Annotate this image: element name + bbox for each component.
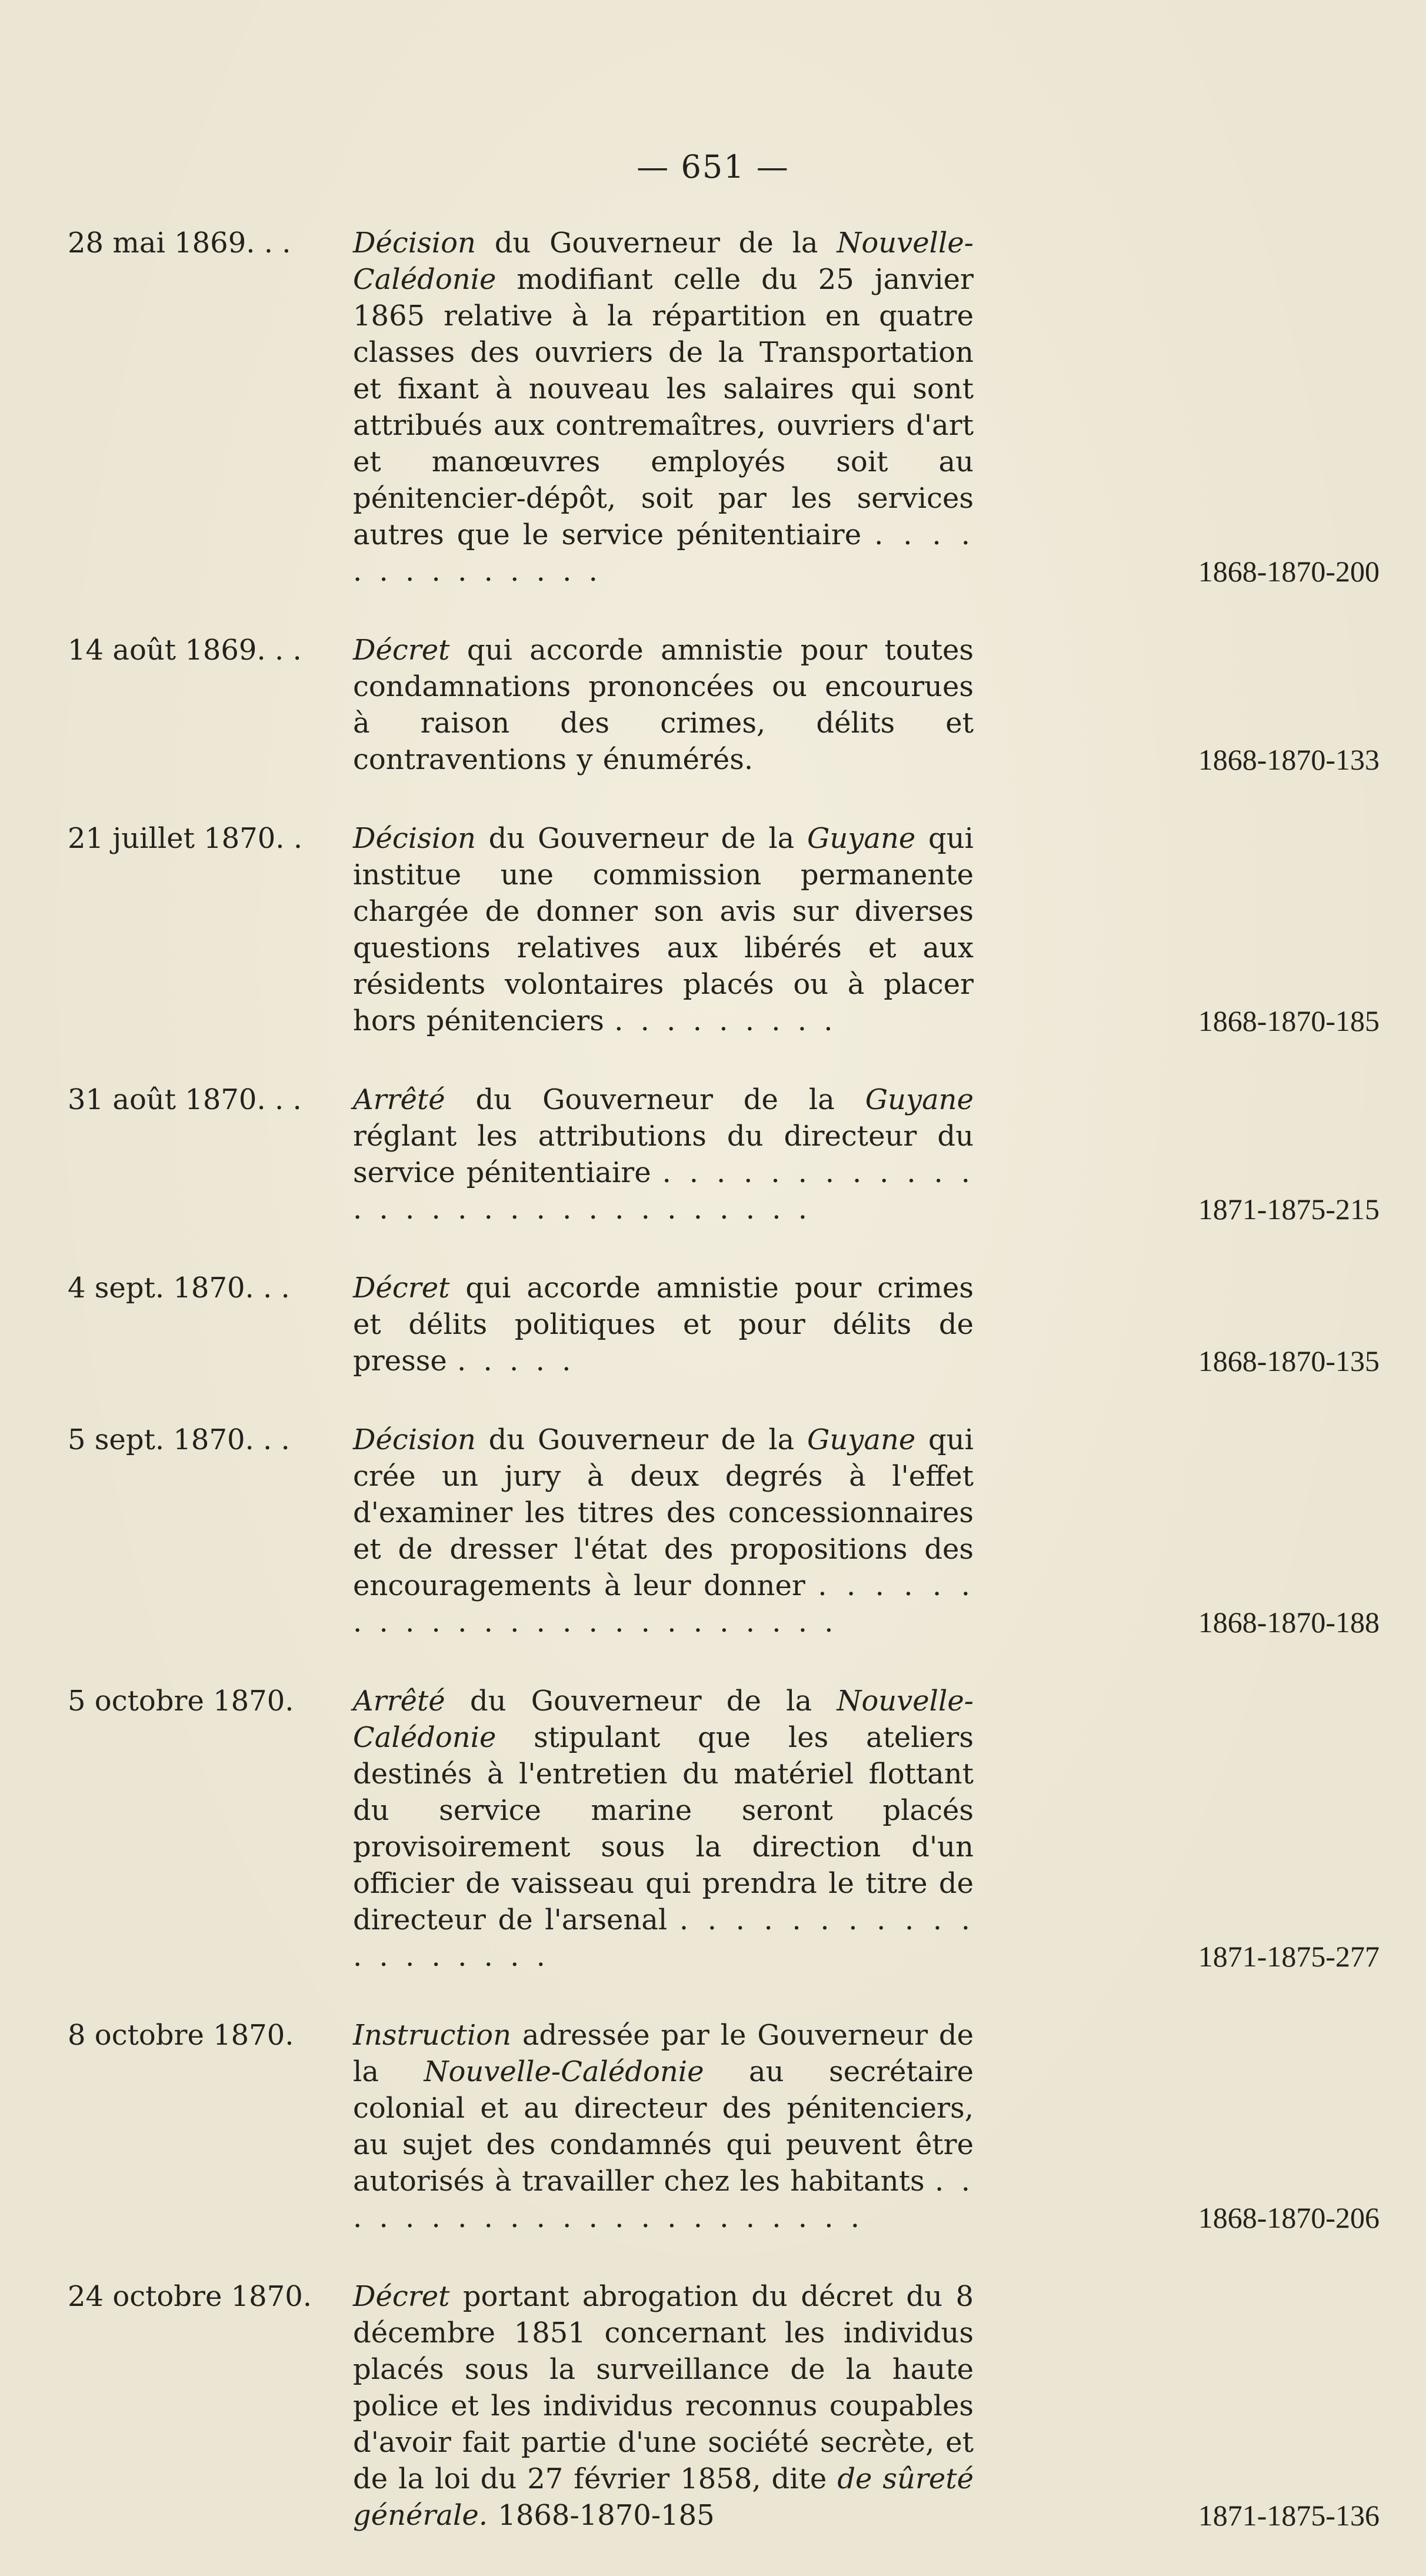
- entry-text-part: qui institue une commission permanente chargée de donner son avis sur diverses questions relatives aux libérés et aux résidents volontaires placés ou à placer hors pénitenciers: [353, 822, 974, 1037]
- leader-dots: . . . . . . . . . . . . . .: [353, 518, 974, 588]
- entry-reference: 1871-1875-215: [1198, 1193, 1380, 1226]
- leader-dots: . . . . . . . . . . . . . . . . . . . . . . . . . . . . . .: [353, 1156, 974, 1226]
- entry-text: [353, 1081, 974, 1227]
- entry-text-part: qui accorde amnistie pour crimes et délits politiques et pour délits de presse: [353, 1272, 974, 1377]
- entry-date: 5 octobre 1870.: [68, 1685, 294, 1718]
- entry-place: Nouvelle-Calédonie: [424, 2055, 704, 2088]
- entry-text: [353, 1422, 974, 1640]
- entry-text: [353, 1270, 974, 1379]
- entry-text: [353, 225, 974, 590]
- entry-place: Nouvelle-Calédonie: [353, 1685, 974, 1754]
- entry-date: 5 sept. 1870. . .: [68, 1423, 290, 1456]
- list-item: [68, 2278, 1380, 2534]
- entry-text-part: du Gouverneur de la: [475, 822, 807, 855]
- entry-reference: 1868-1870-185: [1198, 1004, 1380, 1037]
- entry-text: [353, 632, 974, 778]
- entry-text-part: du Gouverneur de la: [445, 1685, 837, 1718]
- entry-reference: 1868-1870-188: [1198, 1606, 1380, 1639]
- entry-date: 28 mai 1869. . .: [68, 227, 291, 259]
- leader-dots: . . . . . . . . . . . . . . . . . . .: [353, 1903, 974, 1973]
- entry-text-part: adressée par le Gouverneur de la: [353, 2019, 974, 2088]
- entry-place: Guyane: [807, 822, 916, 855]
- entry-text-part: au secrétaire colonial et au directeur des pénitenciers, au sujet des condamnés qui peuvent être autorisés à travailler chez les habitants: [353, 2055, 974, 2198]
- list-item: [68, 1683, 1380, 1975]
- entry-place: Nouvelle-Calédonie: [353, 227, 974, 296]
- list-item: [68, 632, 1380, 778]
- entry-text: [353, 2278, 974, 2534]
- entry-text: [353, 1683, 974, 1975]
- leader-dots: . . . . . . . . . . . . . . . . . . . . . . . . .: [353, 1569, 974, 1639]
- leader-dots: . . . . .: [457, 1344, 575, 1377]
- entry-text-part: portant abrogation du décret du 8 décembre 1851 concernant les individus placés sous la surveillance de la haute police et les individus reconnus coupables d'avoir fait partie d'une société secrète, et de la loi du 27 février 1858, dite: [353, 2280, 974, 2495]
- entry-place: Guyane: [807, 1423, 916, 1456]
- entry-text: [353, 820, 974, 1039]
- entry-kind: Arrêté: [353, 1685, 445, 1718]
- entry-place: de sûreté générale.: [353, 2462, 974, 2532]
- entry-reference: 1868-1870-206: [1198, 2201, 1380, 2234]
- entry-reference: 1868-1870-135: [1198, 1344, 1380, 1377]
- entry-date: 8 octobre 1870.: [68, 2019, 294, 2052]
- entry-reference: 1868-1870-200: [1198, 555, 1380, 588]
- chronology-list: [68, 225, 1380, 2576]
- entry-text-part: du Gouverneur de la: [475, 227, 837, 259]
- list-item: [68, 1270, 1380, 1379]
- entry-date: 21 juillet 1870. .: [68, 822, 303, 855]
- entry-kind: Décret: [353, 1272, 450, 1304]
- entry-reference: 1871-1875-277: [1198, 1940, 1380, 1973]
- entry-reference: 1868-1870-133: [1198, 743, 1380, 776]
- entry-date: 31 août 1870. . .: [68, 1083, 302, 1116]
- entry-text-part: modifiant celle du 25 janvier 1865 relative à la répartition en quatre classes des ouvriers de la Transportation et fixant à nouveau les salaires qui sont attribués aux contremaîtres, ouvriers d'art et manœuvres employés soit au pénitencier-dépôt, soit par les services autres que le service pénitentiaire: [353, 263, 974, 551]
- entry-place: Guyane: [865, 1083, 974, 1116]
- entry-kind: Décision: [353, 1423, 476, 1456]
- leader-dots: . . . . . . . . .: [614, 1004, 837, 1037]
- entry-text-part: stipulant que les ateliers destinés à l'entretien du matériel flottant du service marine seront placés provisoirement sous la direction d'un officier de vaisseau qui prendra le titre de directeur de l'arsenal: [353, 1721, 974, 1936]
- list-item: [68, 225, 1380, 590]
- entry-kind: Décret: [353, 634, 450, 667]
- entry-kind: Décision: [353, 822, 476, 855]
- page-number: — 651 —: [637, 148, 789, 185]
- list-item: [68, 1081, 1380, 1227]
- entry-date: 24 octobre 1870.: [68, 2280, 312, 2313]
- entry-text: [353, 2017, 974, 2236]
- list-item: [68, 1422, 1380, 1640]
- entry-text-part: du Gouverneur de la: [475, 1423, 807, 1456]
- list-item: [68, 820, 1380, 1039]
- entry-text-part: réglant les attributions du directeur du service pénitentiaire: [353, 1120, 974, 1189]
- entry-reference: 1871-1875-136: [1198, 2499, 1380, 2532]
- entry-text-part: 1868-1870-185: [488, 2499, 715, 2532]
- entry-date: 4 sept. 1870. . .: [68, 1272, 290, 1304]
- entry-kind: Décret: [353, 2280, 450, 2313]
- leader-dots: . . . . . . . . . . . . . . . . . . . . . .: [353, 2165, 974, 2234]
- entry-text-part: du Gouverneur de la: [445, 1083, 865, 1116]
- entry-kind: Instruction: [353, 2019, 511, 2052]
- list-item: [68, 2017, 1380, 2236]
- entry-text-part: qui crée un jury à deux degrés à l'effet d'examiner les titres des concessionnaires et de dresser l'état des propositions des encouragements à leur donner: [353, 1423, 974, 1602]
- entry-date: 14 août 1869. . .: [68, 634, 302, 667]
- entry-kind: Arrêté: [353, 1083, 445, 1116]
- entry-text-part: qui accorde amnistie pour toutes condamnations prononcées ou encourues à raison des crimes, délits et contraventions y énumérés.: [353, 634, 974, 776]
- entry-kind: Décision: [353, 227, 476, 259]
